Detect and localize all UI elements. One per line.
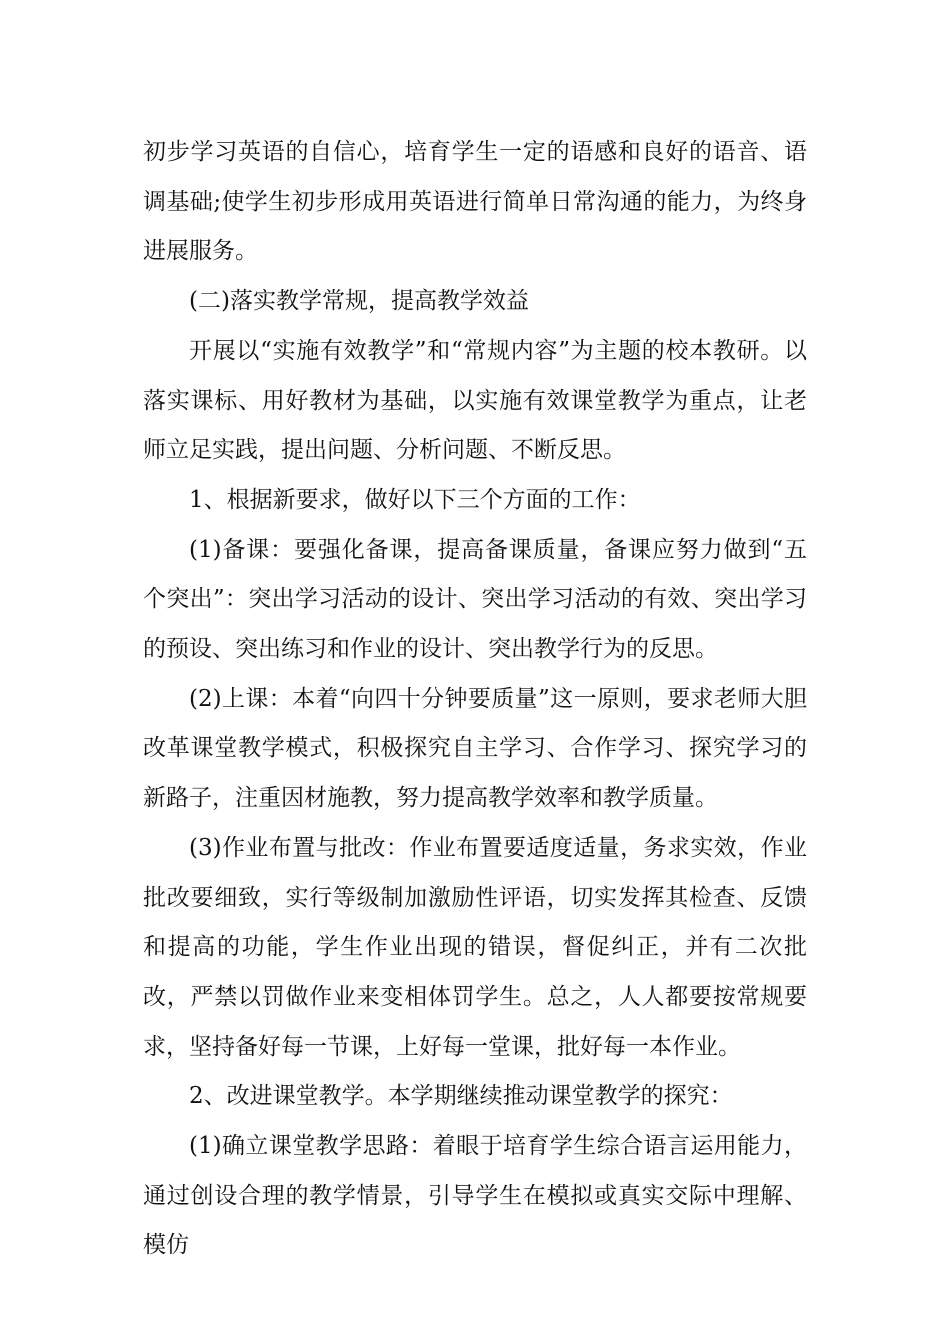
paragraph-classroom-teaching: (2)上课：本着“向四十分钟要质量”这一原则，要求老师大胆改革课堂教学模式，积极探究自主学习、合作学习、探究学习的新路子，注重因材施教，努力提高教学效率和教学质量。: [143, 685, 807, 812]
section-heading-routine: (二)落实教学常规，提高教学效益: [189, 288, 529, 315]
paragraph-lesson-preparation: (1)备课：要强化备课，提高备课质量，备课应努力做到“五个突出”：突出学习活动的设计、突出学习活动的有效、突出学习的预设、突出练习和作业的设计、突出教学行为的反思。: [143, 536, 807, 663]
paragraph-homework: (3)作业布置与批改：作业布置要适度适量，务求实效，作业批改要细致，实行等级制加激励性评语，切实发挥其检查、反馈和提高的功能，学生作业出现的错误，督促纠正，并有二次批改，严禁以罚做作业来变相体罚学生。总之，人人都要按常规要求，坚持备好每一节课，上好每一堂课，批好每一本作业。: [143, 834, 807, 1060]
list-heading-new-requirements: 1、根据新要求，做好以下三个方面的工作：: [189, 486, 641, 513]
paragraph-teaching-approach: (1)确立课堂教学思路：着眼于培育学生综合语言运用能力，通过创设合理的教学情景，引导学生在模拟或真实交际中理解、模仿: [143, 1133, 807, 1259]
paragraph-continuation: 初步学习英语的自信心，培育学生一定的语感和良好的语音、语调基础;使学生初步形成用英语进行简单日常沟通的能力，为终身进展服务。: [143, 139, 807, 265]
paragraph-school-research: 开展以“实施有效教学”和“常规内容”为主题的校本教研。以落实课标、用好教材为基础，以实施有效课堂教学为重点，让老师立足实践，提出问题、分析问题、不断反思。: [143, 337, 807, 464]
list-heading-improve-teaching: 2、改进课堂教学。本学期继续推动课堂教学的探究：: [189, 1083, 733, 1110]
document-body: [143, 128, 807, 1271]
